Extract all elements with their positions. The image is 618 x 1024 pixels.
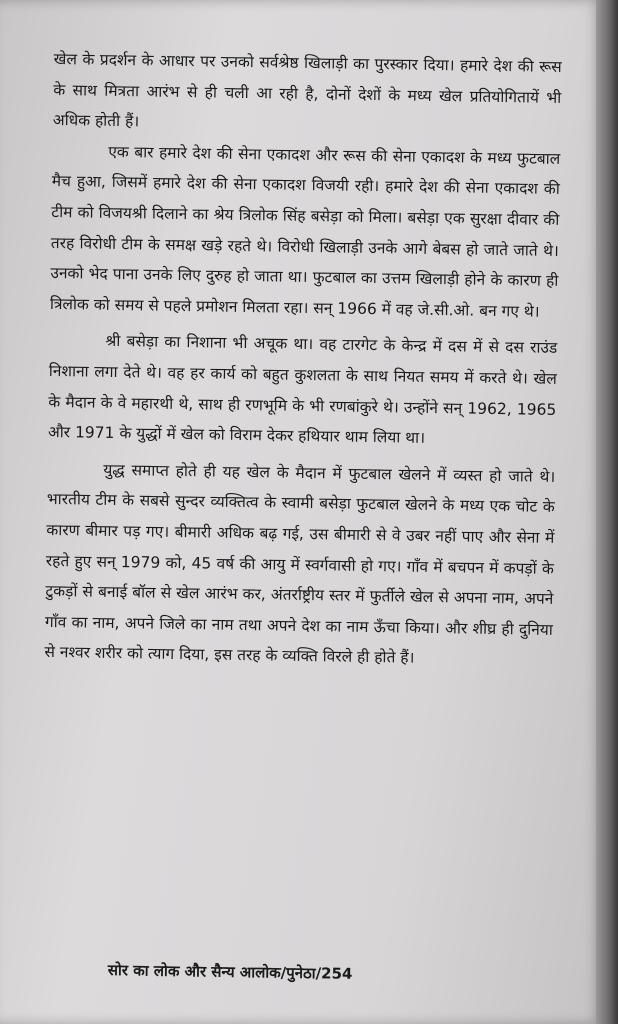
paragraph-1: खेल के प्रदर्शन के आधार पर उनको सर्वश्रेष्ठ खिलाड़ी का पुरस्कार दिया। हमारे देश की रूस के साथ मित्रता आरंभ से ही चली आ रही है, दोनों देशों के मध्य खेल प्रतियोगितायें भी अधिक होती हैं। xyxy=(52,49,562,131)
paragraph-2: एक बार हमारे देश की सेना एकादश और रूस की सेना एकादश के मध्य फुटबाल मैच हुआ, जिसमें हमारे देश की सेना एकादश विजयी रही। हमारे देश की सेना एकादश की टीम को विजयश्री दिलाने का श्रेय त्रिलोक सिंह बसेड़ा को मिला। बसेड़ा एक सुरक्षा दीवार की तरह विरोधी टीम के समक्ष खड़े रहते थे। विरोधी खिलाड़ी उनके आगे बेबस हो जाते जाते थे। उनको भेद पाना उनके लिए दुरुह हो जाता था। फुटबाल का उत्तम खिलाड़ी होने के कारण ही त्रिलोक को समय से पहले प्रमोशन मिलता रहा। सन् 1966 में वह जे.सी.ओ. बन गए थे। xyxy=(49,142,561,321)
body-text xyxy=(44,44,562,676)
page-footer: सोर का लोक और सैन्य आलोक/पुनेठा/254 xyxy=(107,960,353,983)
paragraph-4: युद्ध समाप्त होते ही यह खेल के मैदान में फुटबाल खेलने में व्यस्त हो जाते थे। भारतीय टीम के सबसे सुन्दर व्यक्तित्व के स्वामी बसेड़ा फुटबाल खेलने के मध्य एक चोट के कारण बीमार पड़ गए। बीमारी अधिक बढ़ गई, उस बीमारी से वे उबर नहीं पाए और सेना में रहते हुए सन् 1979 को, 45 वर्ष की आयु में स्वर्गवासी हो गए। गाँव में बचपन में कपड़ों के टुकड़ों से बनाई बॉल से खेल आरंभ कर, अंतर्राष्ट्रीय स्तर में फुर्तीले खेल से अपना नाम, अपने गाँव का नाम, अपने जिले का नाम तथा अपने देश का नाम ऊँचा किया। और शीघ्र ही दुनिया से नश्वर शरीर को त्याग दिया, इस तरह के व्यक्ति विरले ही होते हैं। xyxy=(44,460,556,668)
page-edge xyxy=(596,0,618,1024)
paragraph-3: श्री बसेड़ा का निशाना भी अचूक था। वह टारगेट के केन्द्र में दस में से दस राउंड निशाना लगा देते थे। वह हर कार्य को बहुत कुशलता के साथ नियत समय में करते थे। खेल के मैदान के वे महारथी थे, साथ ही रणभूमि के भी रणबांकुरे थे। उन्होंने सन् 1962, 1965 और 1971 के युद्धों में खेल को विराम देकर हथियार थाम लिया था। xyxy=(47,332,558,448)
